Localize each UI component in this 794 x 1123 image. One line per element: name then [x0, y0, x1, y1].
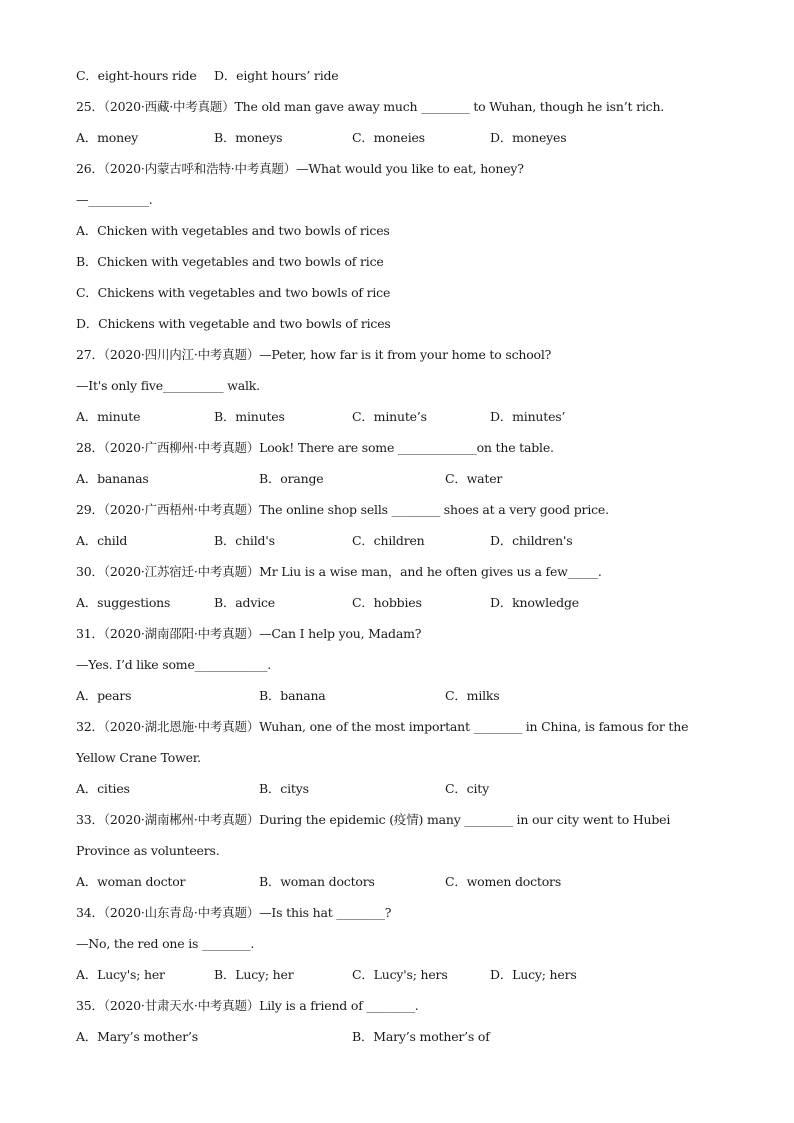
text-line: 34．（2020·山东青岛·中考真题）—Is this hat ________? — [76, 905, 392, 920]
answer-option: B．child's — [214, 533, 275, 548]
answer-option: C．city — [445, 781, 489, 796]
answer-option: A．Mary’s mother’s — [76, 1029, 198, 1044]
answer-option: A．bananas — [76, 471, 149, 486]
answer-option: A．pears — [76, 688, 132, 703]
text-line: 29．（2020·广西梧州·中考真题）The online shop sells ________ shoes at a very good price. — [76, 502, 609, 517]
answer-option: A．cities — [76, 781, 130, 796]
answer-option: C．children — [352, 533, 425, 548]
answer-option: B．minutes — [214, 409, 285, 424]
text-line: 25．（2020·西藏·中考真题）The old man gave away much ________ to Wuhan, though he isn’t rich. — [76, 99, 665, 114]
answer-option: A．Lucy's; her — [76, 967, 165, 982]
answer-option: B．moneys — [214, 130, 283, 145]
answer-option: B．woman doctors — [259, 874, 375, 889]
text-line: 28．（2020·广西柳州·中考真题）Look! There are some _____________on the table. — [76, 440, 554, 455]
text-line: 27．（2020·四川内江·中考真题）—Peter, how far is it from your home to school? — [76, 347, 552, 362]
text-line: —It's only five__________ walk. — [76, 378, 260, 393]
answer-option: D．knowledge — [490, 595, 579, 610]
answer-option: C．water — [445, 471, 503, 486]
text-line: B．Chicken with vegetables and two bowls of rice — [76, 254, 384, 269]
answer-option: D．children's — [490, 533, 573, 548]
answer-option: C．moneies — [352, 130, 425, 145]
text-line: 33．（2020·湖南郴州·中考真题）During the epidemic (疫情) many ________ in our city went to Hubei — [76, 812, 671, 827]
text-line: D．Chickens with vegetable and two bowls of rices — [76, 316, 391, 331]
answer-option: C．minute’s — [352, 409, 427, 424]
answer-option: C．Lucy's; hers — [352, 967, 448, 982]
answer-option: A．suggestions — [76, 595, 171, 610]
answer-option: B．Lucy; her — [214, 967, 294, 982]
text-line: —__________. — [76, 192, 153, 207]
text-line: C．Chickens with vegetables and two bowls of rice — [76, 285, 391, 300]
answer-option: C．eight-hours ride — [76, 68, 197, 83]
answer-option: C．hobbies — [352, 595, 422, 610]
answer-option: B．citys — [259, 781, 309, 796]
answer-option: D．Lucy; hers — [490, 967, 577, 982]
text-line: Yellow Crane Tower. — [76, 750, 201, 765]
answer-option: A．child — [76, 533, 128, 548]
text-line: Province as volunteers. — [76, 843, 220, 858]
text-line: 32．（2020·湖北恩施·中考真题）Wuhan, one of the most important ________ in China, is famous for the — [76, 719, 689, 734]
answer-option: C．women doctors — [445, 874, 562, 889]
answer-option: B．Mary’s mother’s of — [352, 1029, 490, 1044]
answer-option: B．advice — [214, 595, 275, 610]
text-line: 35．（2020·甘肃天水·中考真题）Lily is a friend of ________. — [76, 998, 419, 1013]
answer-option: D．minutes’ — [490, 409, 566, 424]
answer-option: B．orange — [259, 471, 324, 486]
answer-option: A．money — [76, 130, 139, 145]
answer-option: D．moneyes — [490, 130, 567, 145]
text-line: —Yes. I’d like some____________. — [76, 657, 272, 672]
text-line: 30．（2020·江苏宿迁·中考真题）Mr Liu is a wise man，and he often gives us a few_____. — [76, 564, 602, 579]
answer-option: C．milks — [445, 688, 500, 703]
answer-option: A．minute — [76, 409, 141, 424]
text-line: A．Chicken with vegetables and two bowls of rices — [76, 223, 390, 238]
answer-option: A．woman doctor — [76, 874, 186, 889]
text-line: 31．（2020·湖南邵阳·中考真题）—Can I help you, Madam? — [76, 626, 422, 641]
answer-option: B．banana — [259, 688, 326, 703]
text-line: 26．（2020·内蒙古呼和浩特·中考真题）—What would you like to eat, honey? — [76, 161, 524, 176]
answer-option: D．eight hours’ ride — [214, 68, 339, 83]
text-line: —No, the red one is ________. — [76, 936, 255, 951]
